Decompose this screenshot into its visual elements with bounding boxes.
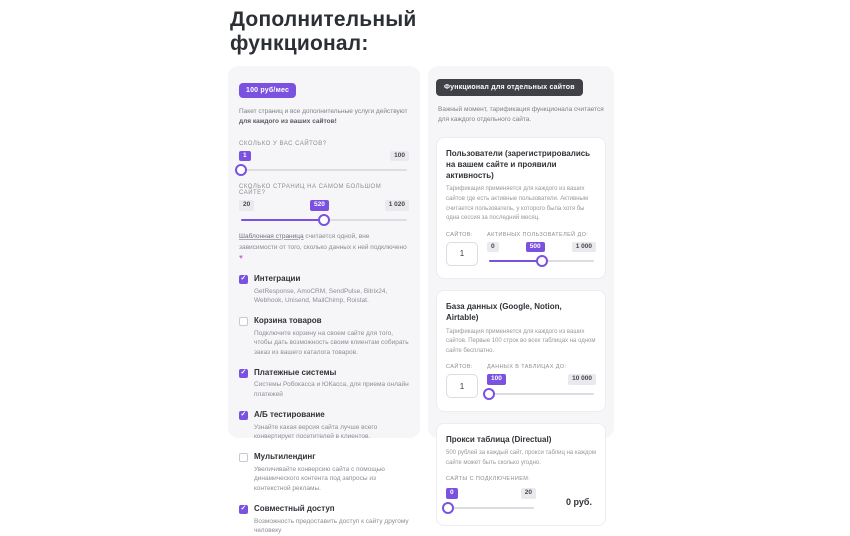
pages-count-min-value: 20 xyxy=(239,200,254,211)
feature-payments-desc: Системы Робокасса и ЮКасса, для приема онлайн платежей xyxy=(254,380,409,400)
template-page-note-text: считается одной, вне зависимости от того, сколько данных к ней подключено xyxy=(239,233,407,251)
card-users-slider-fill xyxy=(489,260,542,262)
template-page-note xyxy=(239,232,409,264)
left-panel xyxy=(228,66,420,438)
card-database-sites-field xyxy=(446,364,478,398)
feature-ab-testing-checkbox[interactable] xyxy=(239,411,248,420)
sites-count-current-value: 1 xyxy=(239,151,251,162)
card-proxy-table-current-value: 0 xyxy=(446,488,458,499)
feature-payments-checkbox[interactable] xyxy=(239,369,248,378)
feature-multilanding-checkbox[interactable] xyxy=(239,453,248,462)
sites-count-label: СКОЛЬКО У ВАС САЙТОВ? xyxy=(239,141,409,147)
feature-ab-testing xyxy=(239,410,409,442)
card-database-title: База данных (Google, Notion, Airtable) xyxy=(446,301,596,323)
feature-cart-desc: Подключите корзину на своем сайте для того, чтобы дать возможность своим клиентам собирать заказ из вашего каталога товаров. xyxy=(254,329,409,358)
per-site-badge: Функционал для отдельных сайтов xyxy=(436,79,583,96)
card-database-sites-label: САЙТОВ: xyxy=(446,364,478,370)
card-database-slider-handle[interactable] xyxy=(483,388,495,400)
feature-cart xyxy=(239,316,409,358)
card-database-sites-input[interactable] xyxy=(446,374,478,398)
heart-icon: ♥ xyxy=(239,254,243,261)
pages-count-slider-handle[interactable] xyxy=(318,214,330,226)
card-database-slider-group xyxy=(487,364,596,401)
left-intro-text: Пакет страниц и все дополнительные услуги действуют xyxy=(239,108,407,115)
card-users-min-value: 0 xyxy=(487,242,499,253)
feature-shared-access-desc: Возможность предоставить доступ к сайту другому человеку xyxy=(254,517,409,536)
card-users-sites-input[interactable] xyxy=(446,242,478,266)
card-database-slider-track[interactable] xyxy=(489,393,594,395)
card-users-slider-group xyxy=(487,232,596,269)
feature-integrations xyxy=(239,274,409,306)
card-database-slider-label: ДАННЫХ В ТАБЛИЦАХ ДО: xyxy=(487,364,596,370)
left-intro-bold: для каждого из ваших сайтов! xyxy=(239,118,337,125)
card-users-sites-label: САЙТОВ: xyxy=(446,232,478,238)
card-proxy-table-price: 0 руб. xyxy=(566,497,592,507)
feature-multilanding-desc: Увеличивайте конверсию сайта с помощью динамического контента под запросы из контекстной рекламы. xyxy=(254,465,409,494)
card-database-max-value: 10 000 xyxy=(568,374,596,385)
feature-multilanding-label: Мультилендинг xyxy=(254,452,409,462)
card-users-title: Пользователи (зарегистрировались на вашем сайте и проявили активность) xyxy=(446,148,596,182)
card-users-sites-field xyxy=(446,232,478,266)
feature-shared-access xyxy=(239,504,409,536)
card-users-slider-track[interactable] xyxy=(489,260,594,262)
sites-count-slider-track[interactable] xyxy=(241,169,407,171)
pages-count-slider-group xyxy=(239,184,409,221)
price-badge: 100 руб/мес xyxy=(239,83,296,98)
card-users-max-value: 1 000 xyxy=(572,242,596,253)
sites-count-values xyxy=(239,151,409,162)
card-users-slider-handle[interactable] xyxy=(536,255,548,267)
pages-count-values xyxy=(239,200,409,211)
right-panel xyxy=(428,66,614,438)
card-users-desc: Тарификация применяется для каждого из ваших сайтов где есть активные пользователи. Активным считается пользователь, у которого была хотя бы одна сессия за последний месяц. xyxy=(446,185,596,223)
feature-payments xyxy=(239,368,409,400)
feature-integrations-desc: GetResponse, AmoCRM, SendPulse, Bitrix24, Webhook, Unisend, MailChimp, Roistat. xyxy=(254,287,409,307)
right-intro: Важный момент, тарификация функционала считается для каждого отдельного сайта. xyxy=(438,105,604,126)
card-database xyxy=(436,290,606,412)
feature-cart-checkbox[interactable] xyxy=(239,317,248,326)
card-proxy-table-values xyxy=(446,488,536,499)
card-proxy-table-desc: 500 рублей за каждый сайт, прокси таблиц на каждом сайте может быть сколько угодно. xyxy=(446,449,596,468)
card-proxy-table xyxy=(436,423,606,526)
card-proxy-table-slider-label: САЙТЫ С ПОДКЛЮЧЕНИЕМ: xyxy=(446,476,596,482)
feature-ab-testing-desc: Узнайте какая версия сайта лучше всего конвертирует посетителей в клиентов. xyxy=(254,423,409,443)
card-database-current-value: 100 xyxy=(487,374,506,385)
feature-integrations-label: Интеграции xyxy=(254,274,409,284)
pages-count-slider-fill xyxy=(241,219,324,221)
left-intro xyxy=(239,107,409,128)
card-users-values xyxy=(487,242,596,253)
pages-count-max-value: 1 020 xyxy=(385,200,409,211)
card-proxy-table-slider-handle[interactable] xyxy=(442,502,454,514)
card-proxy-table-slider-track[interactable] xyxy=(448,507,534,509)
feature-shared-access-label: Совместный доступ xyxy=(254,504,409,514)
feature-shared-access-checkbox[interactable] xyxy=(239,505,248,514)
card-proxy-table-title: Прокси таблица (Directual) xyxy=(446,434,596,445)
card-proxy-table-slider-group xyxy=(446,488,536,515)
card-users xyxy=(436,137,606,279)
pages-count-label: СКОЛЬКО СТРАНИЦ НА САМОМ БОЛЬШОМ САЙТЕ? xyxy=(239,184,409,196)
card-users-slider-label: АКТИВНЫХ ПОЛЬЗОВАТЕЛЕЙ ДО: xyxy=(487,232,596,238)
pages-count-slider-track[interactable] xyxy=(241,219,407,221)
feature-multilanding xyxy=(239,452,409,494)
card-database-values xyxy=(487,374,596,385)
card-users-current-value: 500 xyxy=(526,242,545,253)
feature-payments-label: Платежные системы xyxy=(254,368,409,378)
feature-cart-label: Корзина товаров xyxy=(254,316,409,326)
sites-count-slider-handle[interactable] xyxy=(235,164,247,176)
feature-ab-testing-label: А/Б тестирование xyxy=(254,410,409,420)
sites-count-slider-group xyxy=(239,141,409,172)
pages-count-current-value: 520 xyxy=(310,200,329,211)
template-page-link[interactable]: Шаблонная страница xyxy=(239,233,304,240)
card-proxy-table-max-value: 20 xyxy=(521,488,536,499)
page-title: Дополнительный функционал: xyxy=(230,8,445,56)
sites-count-max-value: 100 xyxy=(390,151,409,162)
feature-integrations-checkbox[interactable] xyxy=(239,275,248,284)
card-database-desc: Тарификация применяется для каждого из ваших сайтов. Первые 100 строк во всех таблицах на одном сайте бесплатно. xyxy=(446,328,596,357)
